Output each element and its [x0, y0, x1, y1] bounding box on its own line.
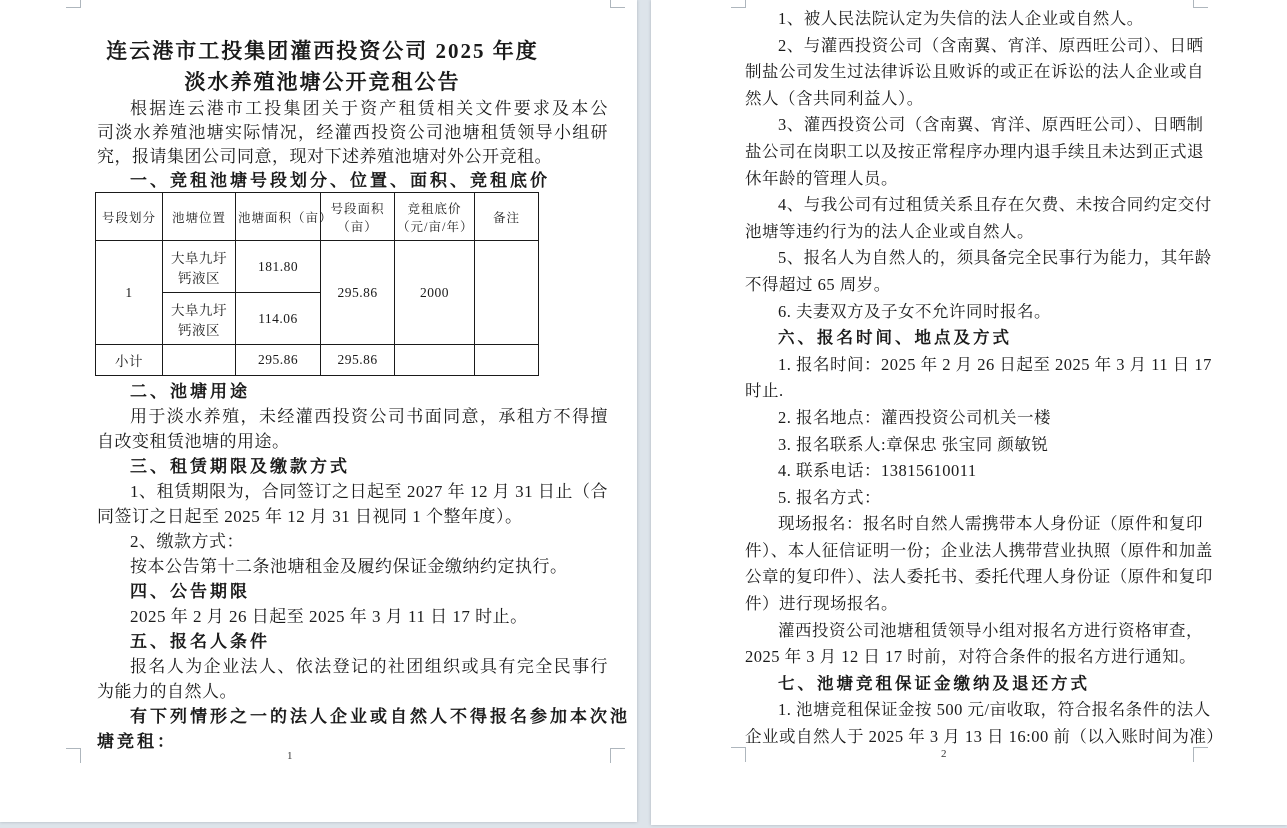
text-line[interactable]: 用于淡水养殖，未经灌西投资公司书面同意，承租方不得擅	[130, 407, 608, 426]
text-line[interactable]: 有下列情形之一的法人企业或自然人不得报名参加本次池	[130, 707, 630, 726]
cell-remark[interactable]	[475, 241, 539, 345]
text-line[interactable]: 1、被人民法院认定为失信的法人企业或自然人。	[778, 9, 1144, 28]
text-line[interactable]: 为能力的自然人。	[97, 682, 237, 701]
crop-mark	[610, 0, 625, 8]
section-heading-6[interactable]: 六、报名时间、地点及方式	[778, 328, 1012, 348]
cell-subtotal-remark[interactable]	[475, 345, 539, 376]
page-1[interactable]	[0, 0, 637, 822]
text-line[interactable]: 2、缴款方式：	[130, 532, 244, 551]
text-line[interactable]: 2、与灌西投资公司（含南翼、宵洋、原西旺公司）、日晒	[778, 35, 1204, 55]
text-line[interactable]: 件）、本人征信证明一份；企业法人携带营业执照（原件和加盖	[745, 540, 1213, 560]
body-text	[97, 379, 630, 754]
text-line[interactable]: 4、与我公司有过租赁关系且存在欠费、未按合同约定交付	[778, 195, 1212, 215]
col-header-segment-area[interactable]: 号段面积（亩）	[321, 193, 395, 241]
section-heading-4[interactable]: 四、公告期限	[130, 582, 250, 601]
cell-pond1-location[interactable]: 大阜九圩钙液区	[163, 241, 236, 293]
text-line[interactable]: 司淡水养殖池塘实际情况，经灌西投资公司池塘租赁领导小组研	[97, 123, 608, 142]
text-line[interactable]: 按本公告第十二条池塘租金及履约保证金缴纳约定执行。	[130, 557, 568, 576]
text-line[interactable]: 2. 报名地点：灌西投资公司机关一楼	[778, 407, 1051, 427]
text-line[interactable]: 制盐公司发生过法律诉讼且败诉的或正在诉讼的法人企业或自	[745, 62, 1204, 82]
text-line[interactable]: 2025 年 2 月 26 日起至 2025 年 3 月 11 日 17 时止。	[130, 607, 528, 626]
document-title	[67, 36, 578, 98]
text-line[interactable]: 2025 年 3 月 12 日 17 时前，对符合条件的报名方进行通知。	[745, 647, 1197, 667]
text-line[interactable]: 灌西投资公司池塘租赁领导小组对报名方进行资格审查，	[778, 620, 1203, 640]
intro-paragraph	[97, 97, 608, 193]
cell-pond1-area[interactable]: 181.80	[236, 241, 321, 293]
section-heading-1[interactable]: 一、竞租池塘号段划分、位置、面积、竞租底价	[130, 171, 550, 190]
text-line[interactable]: 自改变租赁池塘的用途。	[97, 432, 290, 451]
col-header-remark[interactable]: 备注	[475, 193, 539, 241]
cell-subtotal-location[interactable]	[163, 345, 236, 376]
text-line[interactable]: 究，报请集团公司同意，现对下述养殖池塘对外公开竞租。	[97, 147, 552, 166]
cell-subtotal-price[interactable]	[395, 345, 475, 376]
text-line[interactable]: 时止.	[745, 381, 784, 401]
crop-mark	[66, 0, 81, 8]
crop-mark	[731, 0, 746, 8]
col-header-location[interactable]: 池塘位置	[163, 193, 236, 241]
text-line[interactable]: 1. 报名时间：2025 年 2 月 26 日起至 2025 年 3 月 11 日 17	[778, 354, 1212, 374]
text-line[interactable]: 1、租赁期限为，合同签订之日起至 2027 年 12 月 31 日止（合	[130, 482, 608, 501]
text-line[interactable]: 根据连云港市工投集团关于资产租赁相关文件要求及本公	[130, 99, 608, 118]
cell-base-price[interactable]: 2000	[395, 241, 475, 345]
text-line[interactable]: 现场报名：报名时自然人需携带本人身份证（原件和复印	[778, 514, 1203, 534]
page-2[interactable]	[651, 0, 1287, 825]
crop-mark	[731, 747, 746, 762]
col-header-base-price[interactable]: 竞租底价（元/亩/年）	[395, 193, 475, 241]
cell-segment[interactable]: 1	[96, 241, 163, 345]
cell-subtotal-segment-area[interactable]: 295.86	[321, 345, 395, 376]
text-line[interactable]: 休年龄的管理人员。	[745, 168, 898, 188]
cell-segment-area[interactable]: 295.86	[321, 241, 395, 345]
text-line[interactable]: 3. 报名联系人:章保忠 张宝同 颜敏锐	[778, 434, 1049, 454]
crop-mark	[610, 748, 625, 763]
page-number: 2	[941, 748, 947, 760]
page-number: 1	[287, 750, 293, 762]
text-line[interactable]: 1. 池塘竞租保证金按 500 元/亩收取，符合报名条件的法人	[778, 700, 1211, 720]
text-line[interactable]: 报名人为企业法人、依法登记的社团组织或具有完全民事行	[130, 657, 608, 676]
section-heading-3[interactable]: 三、租赁期限及缴款方式	[130, 457, 350, 476]
text-line[interactable]: 4. 联系电话：13815610011	[778, 461, 977, 481]
doc-title-line-1[interactable]: 连云港市工投集团灌西投资公司 2025 年度	[106, 39, 539, 63]
text-line[interactable]: 池塘等违约行为的法人企业或自然人。	[745, 221, 1034, 241]
text-line[interactable]: 公章的复印件）、法人委托书、委托代理人身份证（原件和复印	[745, 567, 1213, 587]
crop-mark	[66, 748, 81, 763]
text-line[interactable]: 件）进行现场报名。	[745, 594, 898, 614]
text-line[interactable]: 塘竞租：	[97, 732, 177, 751]
cell-pond2-location[interactable]: 大阜九圩钙液区	[163, 293, 236, 345]
section-heading-7[interactable]: 七、池塘竞租保证金缴纳及退还方式	[778, 673, 1090, 693]
text-line[interactable]: 然人（含共同利益人）。	[745, 88, 924, 108]
cell-subtotal-label[interactable]: 小计	[96, 345, 163, 376]
text-line[interactable]: 6. 夫妻双方及子女不允许同时报名。	[778, 301, 1051, 321]
section-heading-2[interactable]: 二、池塘用途	[130, 382, 250, 401]
cell-subtotal-pond-area[interactable]: 295.86	[236, 345, 321, 376]
text-line[interactable]: 企业或自然人于 2025 年 3 月 13 日 16:00 前（以入账时间为准）	[745, 727, 1224, 747]
text-line[interactable]: 3、灌西投资公司（含南翼、宵洋、原西旺公司）、日晒制	[778, 115, 1204, 135]
text-line[interactable]: 5. 报名方式：	[778, 487, 881, 507]
col-header-pond-area[interactable]: 池塘面积（亩）	[236, 193, 321, 241]
col-header-segment[interactable]: 号段划分	[96, 193, 163, 241]
doc-title-line-2[interactable]: 淡水养殖池塘公开竞租公告	[184, 70, 461, 94]
text-line[interactable]: 盐公司在岗职工以及按正常程序办理内退手续且未达到正式退	[745, 141, 1204, 161]
text-line[interactable]: 不得超过 65 周岁。	[745, 274, 891, 294]
cell-pond2-area[interactable]: 114.06	[236, 293, 321, 345]
text-line[interactable]: 同签订之日起至 2025 年 12 月 31 日视同 1 个整年度）。	[97, 507, 523, 526]
body-text	[745, 6, 1224, 751]
text-line[interactable]: 5、报名人为自然人的，须具备完全民事行为能力，其年龄	[778, 248, 1212, 268]
pond-table	[95, 192, 539, 376]
section-heading-5[interactable]: 五、报名人条件	[130, 632, 270, 651]
